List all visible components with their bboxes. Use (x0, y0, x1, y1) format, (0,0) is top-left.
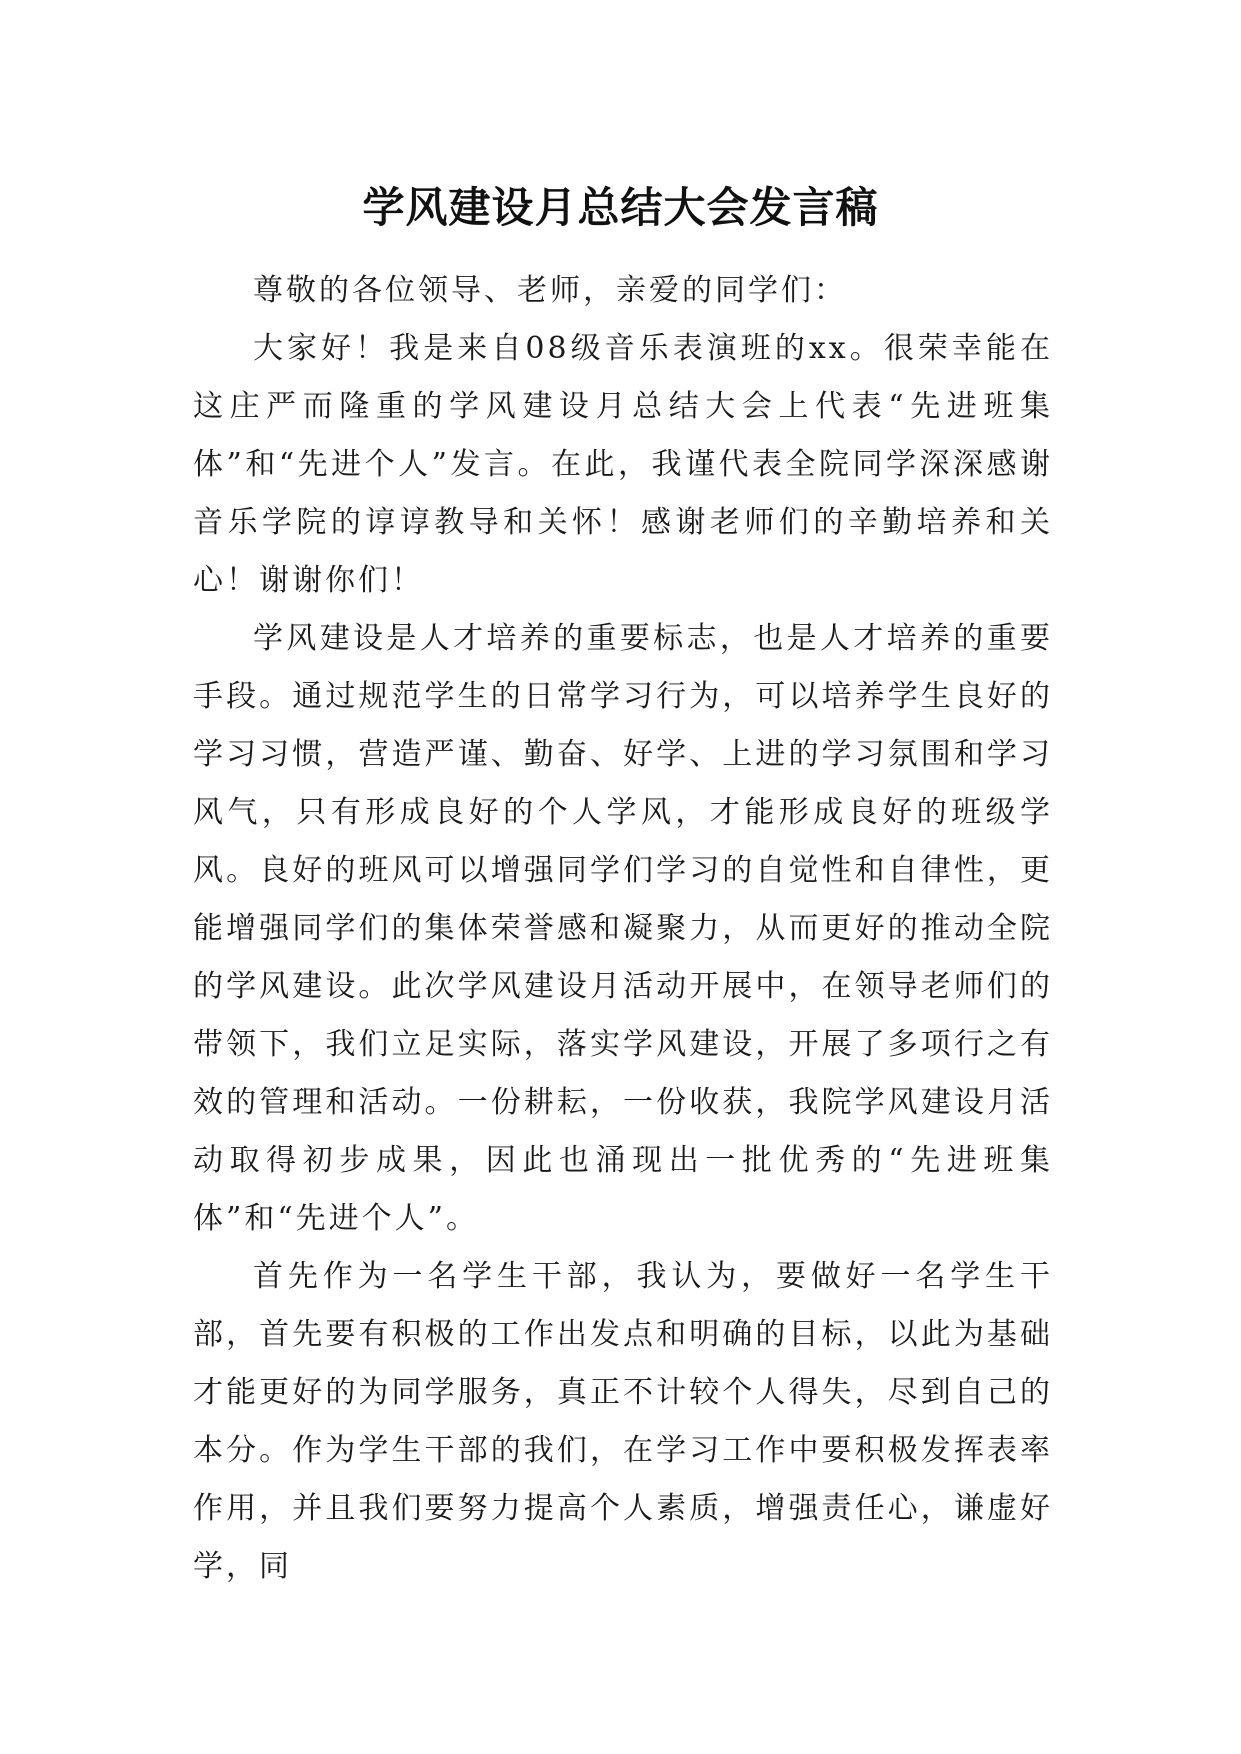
document-title: 学风建设月总结大会发言稿 (362, 183, 879, 233)
paragraph-study-style: 学风建设是人才培养的重要标志，也是人才培养的重要手段。通过规范学生的日常学习行为，可以培养学生良好的学习习惯，营造严谨、勤奋、好学、上进的学习氛围和学习风气，只有形成良好的个人学风，才能形成良好的班级学风。良好的班风可以增强同学们学习的自觉性和自律性，更能增强同学们的集体荣誉感和凝聚力，从而更好的推动全院的学风建设。此次学风建设月活动开展中，在领导老师们的带领下，我们立足实际，落实学风建设，开展了多项行之有效的管理和活动。一份耕耘，一份收获，我院学风建设月活动取得初步成果，因此也涌现出一批优秀的“先进班集体”和“先进个人”。 (193, 621, 1053, 1236)
paragraph-greeting: 大家好！我是来自08级音乐表演班的xx。很荣幸能在这庄严而隆重的学风建设月总结大会上代表“先进班集体”和“先进个人”发言。在此，我谨代表全院同学深深感谢音乐学院的谆谆教导和关怀！感谢老师们的辛勤培养和关心！谢谢你们！ (193, 331, 1053, 598)
document-body (193, 262, 1053, 1596)
paragraph-student-cadre: 首先作为一名学生干部，我认为，要做好一名学生干部，首先要有积极的工作出发点和明确的目标，以此为基础才能更好的为同学服务，真正不计较个人得失，尽到自己的本分。作为学生干部的我们，在学习工作中要积极发挥表率作用，并且我们要努力提高个人素质，增强责任心，谦虚好学，同 (193, 1259, 1053, 1584)
paragraph-salutation: 尊敬的各位领导、老师，亲爱的同学们： (253, 273, 847, 308)
